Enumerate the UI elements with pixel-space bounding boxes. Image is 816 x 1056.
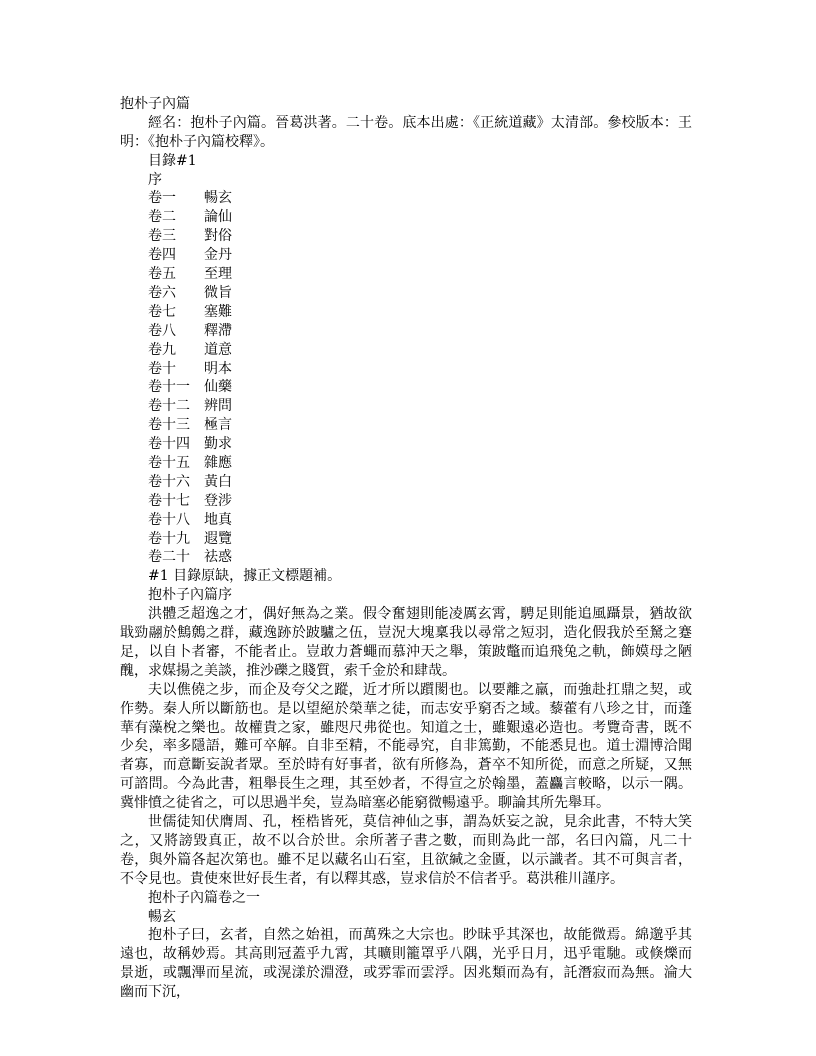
toc-volume-number: 卷五 bbox=[148, 266, 176, 283]
toc-item bbox=[120, 189, 692, 208]
toc-volume-number: 卷七 bbox=[148, 303, 176, 320]
toc-chapter-name: 至理 bbox=[204, 266, 232, 283]
toc-chapter-name: 遐覽 bbox=[204, 530, 232, 547]
toc-item bbox=[120, 227, 692, 246]
toc-item bbox=[120, 454, 692, 473]
toc-chapter-name: 極言 bbox=[204, 417, 232, 434]
chapter-name: 暢玄 bbox=[148, 908, 176, 925]
document-title: 抱朴子內篇 bbox=[120, 96, 190, 112]
toc-volume-number: 卷一 bbox=[148, 190, 176, 207]
toc-volume-number: 卷十一 bbox=[148, 379, 190, 396]
toc-volume-number: 卷二十 bbox=[148, 549, 190, 566]
toc-chapter-name: 塞難 bbox=[204, 303, 232, 320]
table-of-contents bbox=[120, 189, 692, 567]
toc-item bbox=[120, 360, 692, 379]
toc-volume-number: 卷十九 bbox=[148, 530, 190, 547]
toc-item bbox=[120, 322, 692, 341]
toc-chapter-name: 黃白 bbox=[204, 473, 232, 490]
toc-volume-number: 卷十二 bbox=[148, 398, 190, 415]
toc-chapter-name: 對俗 bbox=[204, 228, 232, 245]
preface-paragraph: 洪體乏超逸之才，偶好無為之業。假令奮翅則能凌厲玄霄，騁足則能追風躡景，猶故欲戢勁翮於鷦鷯之群，藏逸跡於跛驢之伍，豈況大塊稟我以尋常之短羽，造化假我於至駑之蹇足，以自卜者審，不能者止。豈敢力蒼蠅而慕沖天之舉，策跛鼈而追飛兔之軌，飾嫫母之陋醜，求媒揚之美談，推沙礫之賤質，索千金於和肆哉。 bbox=[120, 606, 692, 679]
toc-item bbox=[120, 397, 692, 416]
toc-chapter-name: 金丹 bbox=[204, 247, 232, 264]
toc-chapter-name: 明本 bbox=[204, 360, 232, 377]
toc-volume-number: 卷四 bbox=[148, 247, 176, 264]
toc-volume-number: 卷十八 bbox=[148, 511, 190, 528]
toc-volume-number: 卷八 bbox=[148, 322, 176, 339]
toc-chapter-name: 仙藥 bbox=[204, 379, 232, 396]
preface-paragraph: 夫以僬僥之步，而企及夸父之蹤，近才所以躓閡也。以要離之羸，而強赴扛鼎之契，或作勢。秦人所以斷筋也。是以望絕於榮華之徒，而志安乎窮否之域。藜藿有八珍之甘，而蓬華有藻梲之樂也。故權貴之家，雖咫尺弗從也。知道之士，雖艱遠必造也。考覽奇書，既不少矣，率多隱語，難可卒解。自非至精，不能尋究，自非篤勤，不能悉見也。道士淵博洽聞者寡，而意斷妄說者眾。至於時有好事者，欲有所修為，蒼卒不知所從，而意之所疑，又無可諮問。今為此書，粗舉長生之理，其至妙者，不得宣之於翰墨，蓋麤言較略，以示一隅。冀悱憤之徒省之，可以思過半矣，豈為暗塞必能窮微暢遠乎。聊論其所先舉耳。 bbox=[120, 681, 692, 812]
preface-title: 抱朴子內篇序 bbox=[148, 587, 232, 604]
toc-volume-number: 卷十六 bbox=[148, 473, 190, 490]
toc-volume-number: 卷十五 bbox=[148, 454, 190, 471]
toc-item bbox=[120, 473, 692, 492]
document-body bbox=[120, 95, 692, 1002]
toc-chapter-name: 登涉 bbox=[204, 492, 232, 509]
toc-volume-number: 卷九 bbox=[148, 341, 176, 358]
toc-item bbox=[120, 548, 692, 567]
toc-preface: 序 bbox=[148, 171, 162, 188]
toc-chapter-name: 勤求 bbox=[204, 436, 232, 453]
toc-chapter-name: 道意 bbox=[204, 341, 232, 358]
toc-item bbox=[120, 341, 692, 360]
toc-item bbox=[120, 378, 692, 397]
toc-chapter-name: 雜應 bbox=[204, 454, 232, 471]
toc-chapter-name: 辨問 bbox=[204, 398, 232, 415]
toc-volume-number: 卷六 bbox=[148, 284, 176, 301]
toc-chapter-name: 暢玄 bbox=[204, 190, 232, 207]
chapter-title: 抱朴子內篇卷之一 bbox=[148, 889, 260, 906]
toc-item bbox=[120, 208, 692, 227]
toc-volume-number: 卷十 bbox=[148, 360, 176, 377]
preface-paragraph: 世儒徒知伏膺周、孔，桎梏皆死，莫信神仙之事，謂為妖妄之說，見余此書，不特大笑之，又將謗毀真正，故不以合於世。余所著子書之數，而則為此一部，名曰內篇，凡二十卷，與外篇各起次第也。雖不足以藏名山石室，且欲緘之金匱，以示識者。其不可與言者，不令見也。貴使來世好長生者，有以釋其惑，豈求信於不信者乎。葛洪稚川謹序。 bbox=[120, 814, 692, 887]
toc-item bbox=[120, 435, 692, 454]
toc-item bbox=[120, 265, 692, 284]
toc-volume-number: 卷十三 bbox=[148, 417, 190, 434]
toc-item bbox=[120, 303, 692, 322]
toc-item bbox=[120, 416, 692, 435]
toc-volume-number: 卷十七 bbox=[148, 492, 190, 509]
toc-chapter-name: 祛惑 bbox=[204, 549, 232, 566]
toc-item bbox=[120, 284, 692, 303]
toc-chapter-name: 地真 bbox=[204, 511, 232, 528]
toc-item bbox=[120, 511, 692, 530]
chapter-paragraph: 抱朴子曰，玄者，自然之始祖，而萬殊之大宗也。眇昧乎其深也，故能微焉。綿邈乎其遠也，故稱妙焉。其高則冠蓋乎九霄，其曠則籠罩乎八隅，光乎日月，迅乎電馳。或倏爍而景逝，或飄滭而星流，或滉漾於淵澄，或雰霏而雲浮。因兆類而為有，託潛寂而為無。淪大幽而下沉， bbox=[120, 927, 692, 1001]
toc-volume-number: 卷二 bbox=[148, 209, 176, 226]
scripture-meta: 經名：抱朴子內篇。晉葛洪著。二十卷。底本出處：《正統道藏》太清部。參校版本：王明：《抱朴子內篇校釋》。 bbox=[120, 114, 692, 150]
toc-volume-number: 卷十四 bbox=[148, 436, 190, 453]
toc-volume-number: 卷三 bbox=[148, 228, 176, 245]
toc-chapter-name: 釋滯 bbox=[204, 322, 232, 339]
toc-heading: 目錄#1 bbox=[148, 152, 197, 169]
toc-item bbox=[120, 246, 692, 265]
toc-chapter-name: 微旨 bbox=[204, 284, 232, 301]
toc-item bbox=[120, 530, 692, 549]
footnote: #1 目錄原缺，據正文標題補。 bbox=[148, 568, 342, 585]
toc-chapter-name: 論仙 bbox=[204, 209, 232, 226]
toc-item bbox=[120, 492, 692, 511]
